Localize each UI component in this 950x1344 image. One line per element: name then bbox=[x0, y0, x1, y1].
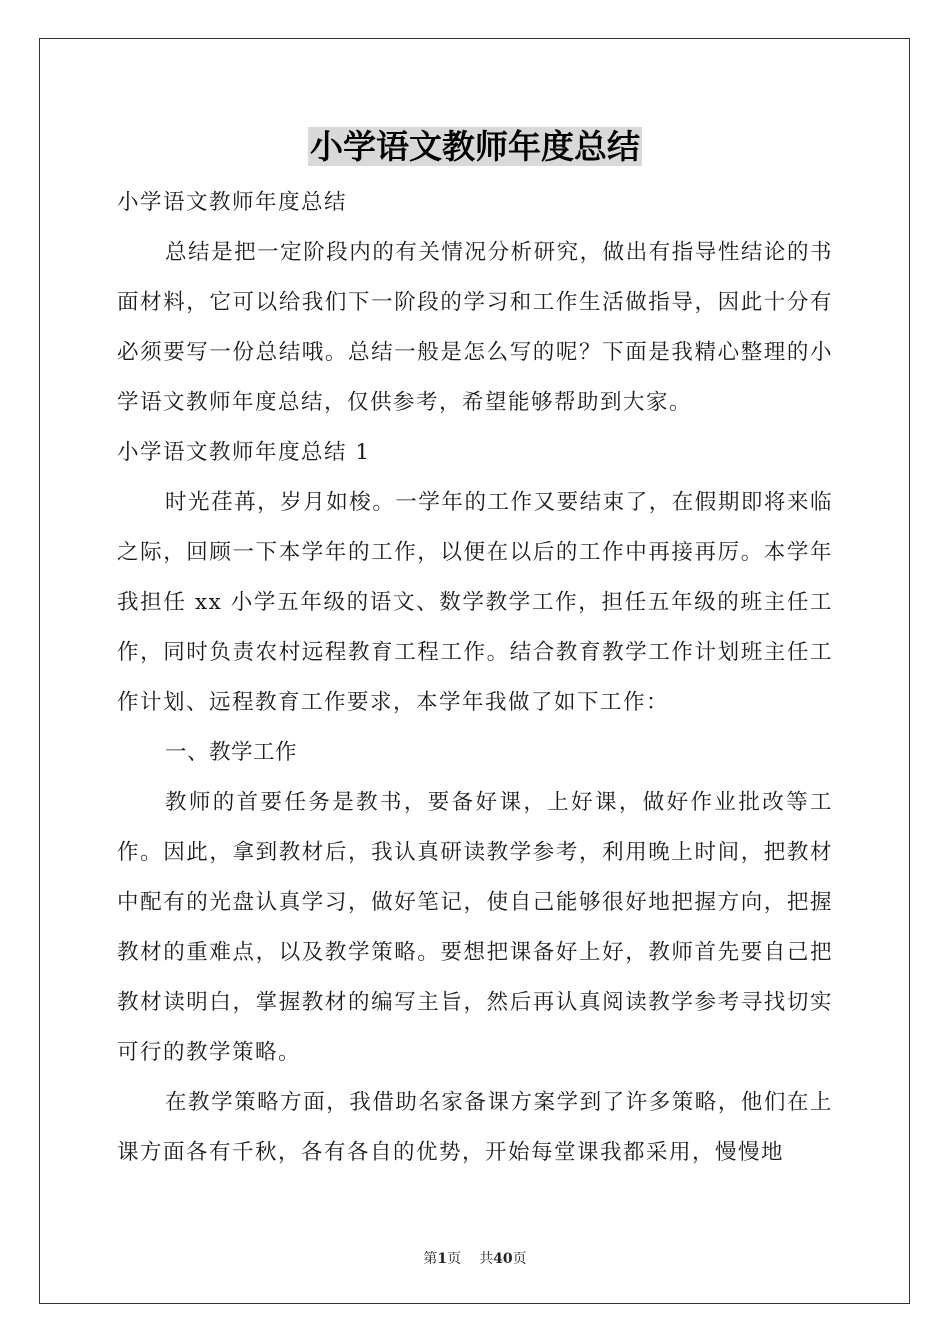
paragraph-subtitle: 小学语文教师年度总结 bbox=[117, 190, 348, 215]
paragraph-strategy: 在教学策略方面，我借助名家备课方案学到了许多策略，他们在上课方面各有千秋，各有各自的优势，开始每堂课我都采用，慢慢地 bbox=[117, 1090, 833, 1165]
footer-total-prefix: 共 bbox=[479, 1251, 494, 1267]
footer-total-pages: 40 bbox=[493, 1251, 513, 1267]
paragraph-opening: 时光荏苒，岁月如梭。一学年的工作又要结束了，在假期即将来临之际，回顾一下本学年的工作，以便在以后的工作中再接再厉。本学年我担任 xx 小学五年级的语文、数学教学工作，担任五年级的班主任工作，同时负责农村远程教育工程工作。结合教育教学工作计划班主任工作计划、远程教育工作要求，本学年我做了如下工作： bbox=[117, 490, 833, 715]
footer-page-suffix: 页 bbox=[447, 1251, 462, 1267]
paragraph-section-title: 小学语文教师年度总结 1 bbox=[117, 440, 371, 465]
footer-page-prefix: 第 bbox=[423, 1251, 438, 1267]
document-title-text: 小学语文教师年度总结 bbox=[310, 127, 640, 166]
paragraph-intro: 总结是把一定阶段内的有关情况分析研究，做出有指导性结论的书面材料，它可以给我们下一阶段的学习和工作生活做指导，因此十分有必须要写一份总结哦。总结一般是怎么写的呢？下面是我精心整理的小学语文教师年度总结，仅供参考，希望能够帮助到大家。 bbox=[117, 240, 833, 415]
page-footer bbox=[0, 1248, 950, 1268]
footer-page-current: 1 bbox=[437, 1251, 448, 1267]
footer-total-suffix: 页 bbox=[512, 1251, 527, 1267]
document-body bbox=[117, 178, 833, 1178]
document-title bbox=[0, 124, 950, 170]
paragraph-heading-teaching: 一、教学工作 bbox=[165, 740, 298, 765]
paragraph-teaching: 教师的首要任务是教书，要备好课，上好课，做好作业批改等工作。因此，拿到教材后，我认真研读教学参考，利用晚上时间，把教材中配有的光盘认真学习，做好笔记，使自己能够很好地把握方向，把握教材的重难点，以及教学策略。要想把课备好上好，教师首先要自己把教材读明白，掌握教材的编写主旨，然后再认真阅读教学参考寻找切实可行的教学策略。 bbox=[117, 790, 833, 1065]
